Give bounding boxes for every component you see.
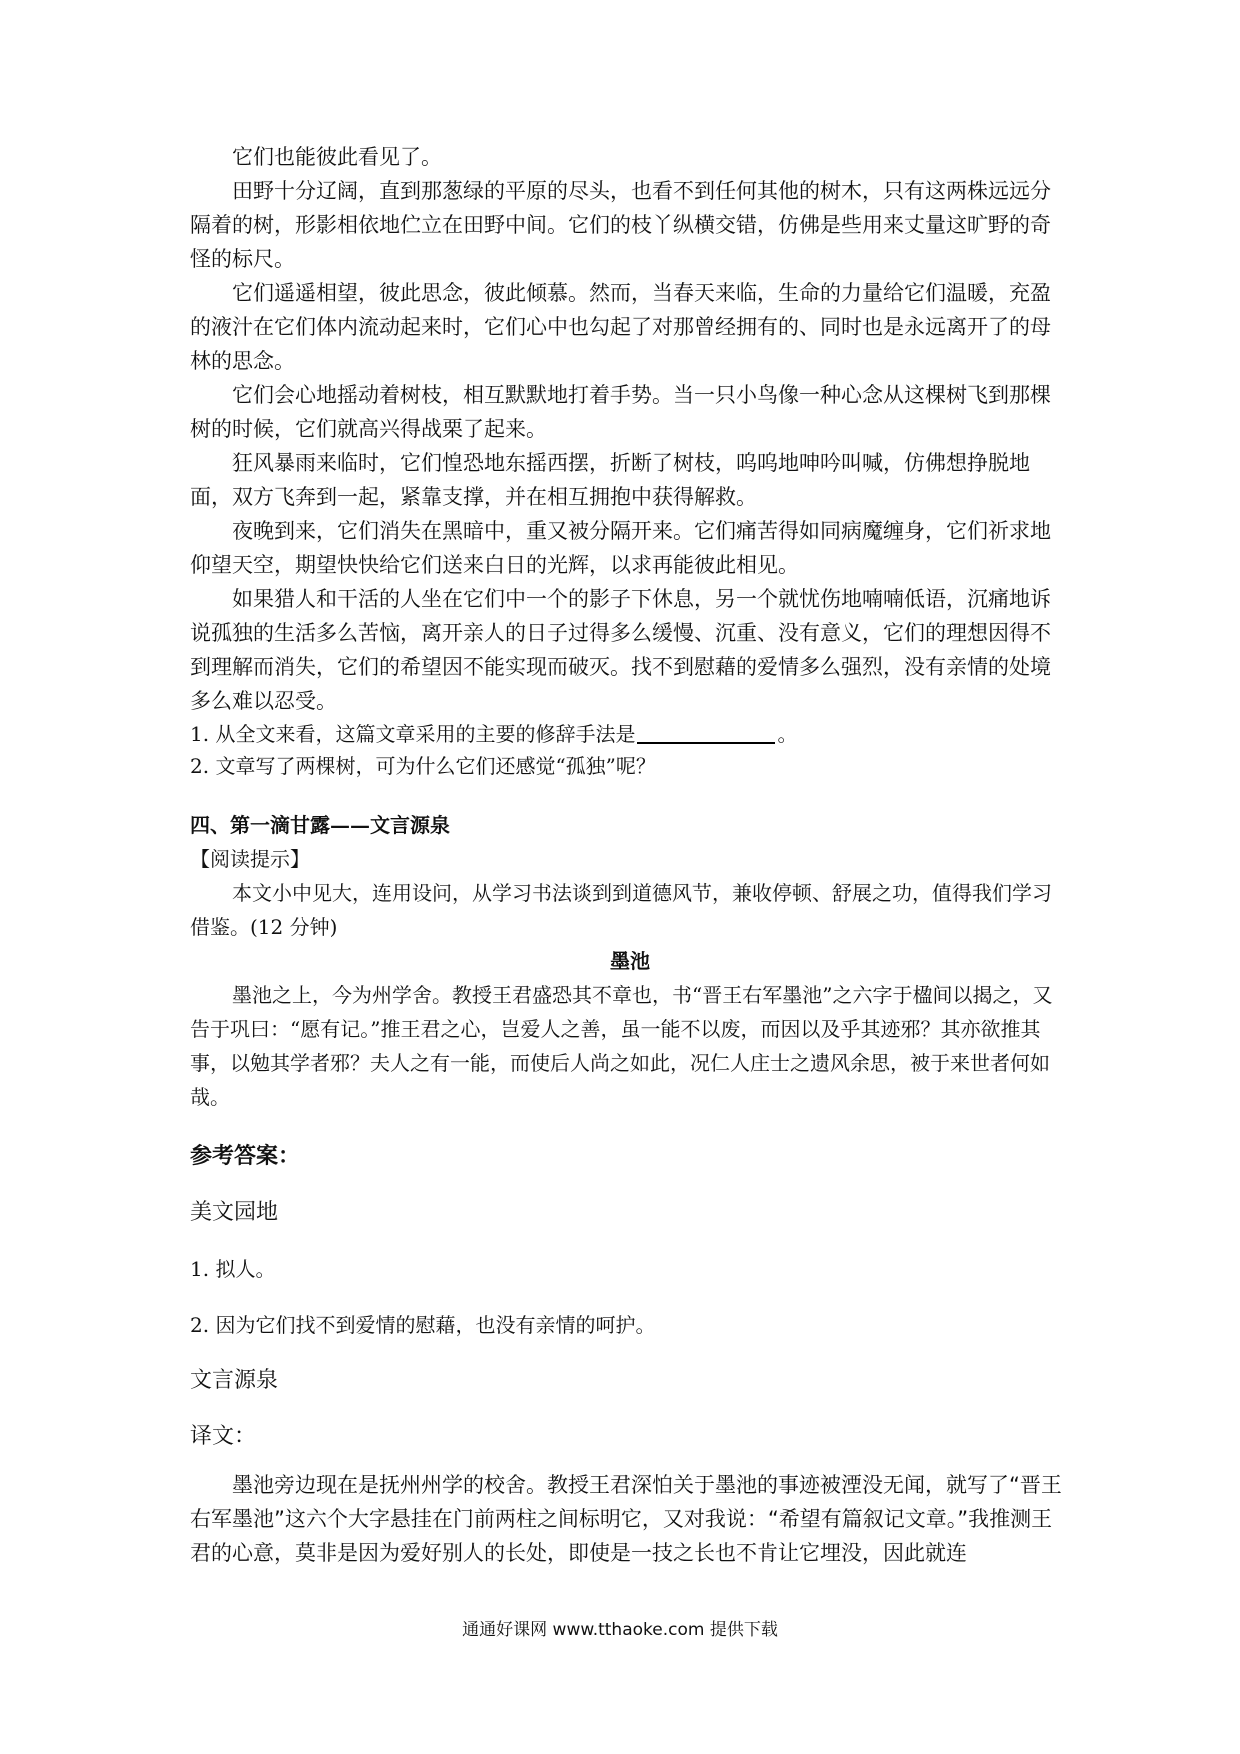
- essay-paragraph: 狂风暴雨来临时，它们惶恐地东摇西摆，折断了树枝，呜呜地呻吟叫喊，仿佛想挣脱地面，双方飞奔到一起，紧靠支撑，并在相互拥抱中获得解救。: [190, 451, 1030, 509]
- essay-paragraph: 它们会心地摇动着树枝，相互默默地打着手势。当一只小鸟像一种心念从这棵树飞到那棵树的时候，它们就高兴得战栗了起来。: [190, 383, 1051, 441]
- document-page: [190, 140, 1070, 1570]
- question-1-end: 。: [777, 722, 798, 746]
- passage-title: 墨池: [610, 949, 650, 973]
- essay-paragraph: 田野十分辽阔，直到那葱绿的平原的尽头，也看不到任何其他的树木，只有这两株远远分隔着的树，形影相依地伫立在田野中间。它们的枝丫纵横交错，仿佛是些用来丈量这旷野的奇怪的标尺。: [190, 179, 1051, 271]
- essay-paragraph: 它们遥遥相望，彼此思念，彼此倾慕。然而，当春天来临，生命的力量给它们温暖，充盈的液汁在它们体内流动起来时，它们心中也勾起了对那曾经拥有的、同时也是永远离开了的母林的思念。: [190, 281, 1051, 373]
- question-1-text: 1. 从全文来看，这篇文章采用的主要的修辞手法是: [190, 722, 636, 746]
- question-1: [190, 718, 1070, 750]
- hint-label: 【阅读提示】: [190, 847, 310, 871]
- question-2: 2. 文章写了两棵树，可为什么它们还感觉“孤独”呢？: [190, 754, 656, 778]
- translation-text: 墨池旁边现在是抚州州学的校舍。教授王君深怕关于墨池的事迹被湮没无闻，就写了“晋王右军墨池”这六个大字悬挂在门前两柱之间标明它，又对我说：“希望有篇叙记文章。”我推测王君的心意，莫非是因为爱好别人的长处，即使是一技之长也不肯让它埋没，因此就连: [190, 1473, 1062, 1565]
- page-footer: 通通好课网 www.tthaoke.com 提供下载: [462, 1620, 778, 1640]
- answer-1: 1. 拟人。: [190, 1257, 276, 1281]
- answer-2: 2. 因为它们找不到爱情的慰藉，也没有亲情的呵护。: [190, 1313, 656, 1337]
- essay-paragraph: 如果猎人和干活的人坐在它们中一个的影子下休息，另一个就忧伤地喃喃低语，沉痛地诉说孤独的生活多么苦恼，离开亲人的日子过得多么缓慢、沉重、没有意义，它们的理想因得不到理解而消失，它们的希望因不能实现而破灭。找不到慰藉的爱情多么强烈，没有亲情的处境多么难以忍受。: [190, 587, 1051, 713]
- essay-paragraph: 它们也能彼此看见了。: [232, 145, 442, 169]
- answer-blank[interactable]: [637, 720, 775, 744]
- passage-text: 墨池之上，今为州学舍。教授王君盛恐其不章也，书“晋王右军墨池”之六字于楹间以揭之，又告于巩曰：“愿有记。”推王君之心，岂爱人之善，虽一能不以废，而因以及乎其迹邪？其亦欲推其事，以勉其学者邪？夫人之有一能，而使后人尚之如此，况仁人庄士之遗风余思，被于来世者何如哉。: [190, 983, 1053, 1109]
- translation-label: 译文：: [190, 1424, 257, 1449]
- section-title: 四、第一滴甘露——文言源泉: [190, 813, 450, 837]
- answers-title: 参考答案：: [190, 1144, 301, 1169]
- essay-paragraph: 夜晚到来，它们消失在黑暗中，重又被分隔开来。它们痛苦得如同病魔缠身，它们祈求地仰望天空，期望快快给它们送来白日的光辉，以求再能彼此相见。: [190, 519, 1051, 577]
- hint-text: 本文小中见大，连用设问，从学习书法谈到到道德风节，兼收停顿、舒展之功，值得我们学习借鉴。(12 分钟): [190, 881, 1052, 939]
- answers-part1-title: 美文园地: [190, 1200, 279, 1225]
- answers-part2-title: 文言源泉: [190, 1368, 279, 1393]
